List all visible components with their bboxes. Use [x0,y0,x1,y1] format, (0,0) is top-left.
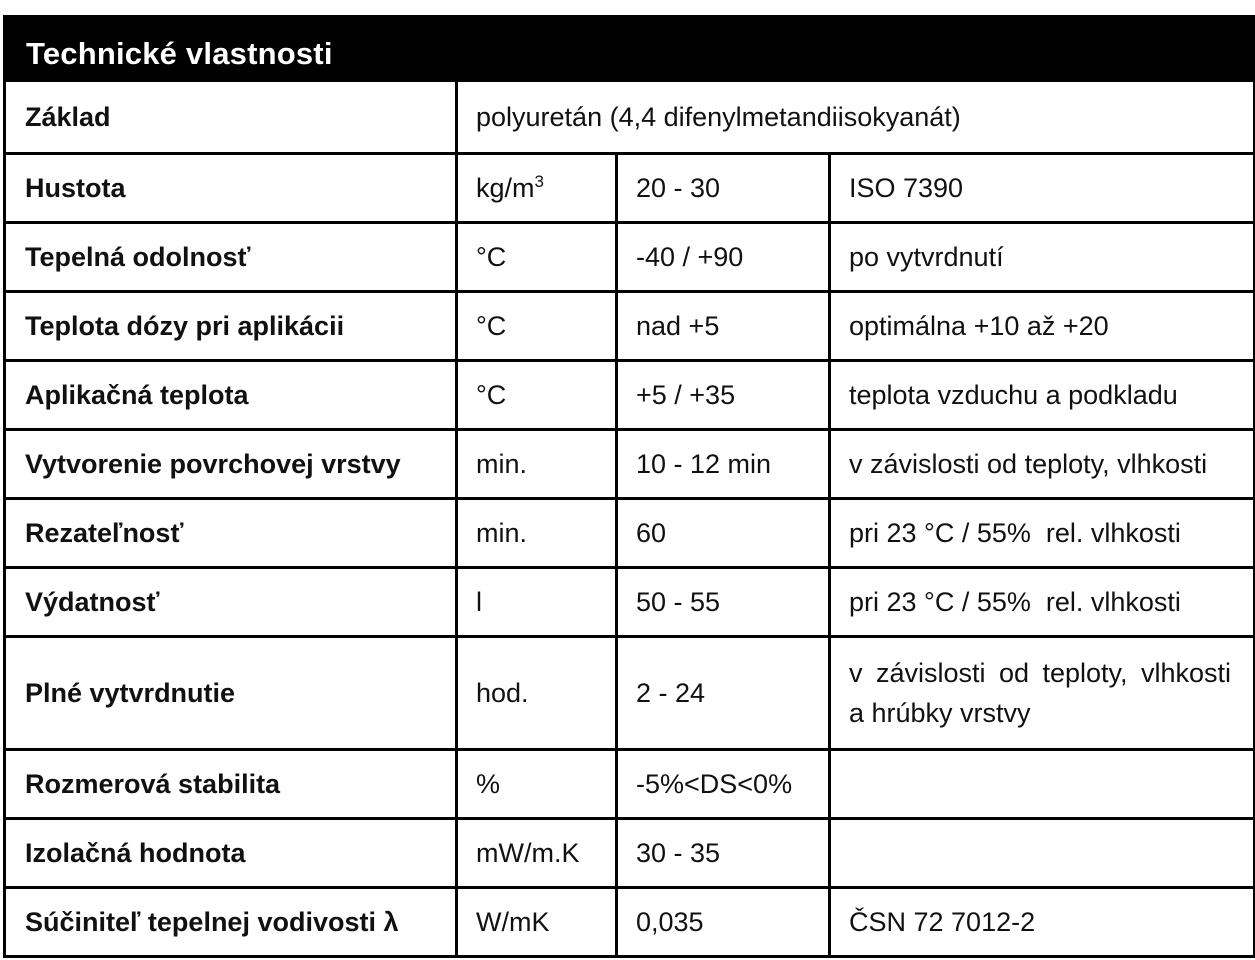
note-line: a hrúbky vrstvy [849,698,1031,728]
note-cell: ISO 7390 [830,154,1255,223]
property-label: Výdatnosť [5,568,457,637]
unit-cell: °C [457,292,617,361]
note-cell: pri 23 °C / 55% rel. vlhkosti [830,568,1255,637]
table-row [5,750,1255,819]
table-title: Technické vlastnosti [5,17,1255,81]
value-cell: 30 - 35 [617,819,830,888]
table-title-row [5,17,1255,81]
value-cell: 20 - 30 [617,154,830,223]
note-cell [830,750,1255,819]
unit-cell: mW/m.K [457,819,617,888]
property-label: Aplikačná teplota [5,361,457,430]
note-cell: po vytvrdnutí [830,223,1255,292]
property-label: Rezateľnosť [5,499,457,568]
technical-properties-table [3,15,1255,958]
table-row [5,568,1255,637]
unit-cell: min. [457,430,617,499]
unit-cell: % [457,750,617,819]
unit-cell [457,154,617,223]
note-cell: v závislosti od teploty, vlhkosti [830,430,1255,499]
value-cell: 60 [617,499,830,568]
property-label: Izolačná hodnota [5,819,457,888]
note-cell: ČSN 72 7012-2 [830,888,1255,957]
property-label: Plné vytvrdnutie [5,637,457,750]
property-label: Vytvorenie povrchovej vrstvy [5,430,457,499]
value-cell: 50 - 55 [617,568,830,637]
table-row [5,819,1255,888]
unit-text: kg/m [476,172,535,203]
property-label: Hustota [5,154,457,223]
unit-superscript: 3 [534,171,544,191]
unit-cell: min. [457,499,617,568]
value-cell: 0,035 [617,888,830,957]
value-cell: -5%<DS<0% [617,750,830,819]
table-row [5,637,1255,750]
unit-cell: °C [457,361,617,430]
table-row [5,223,1255,292]
unit-cell: hod. [457,637,617,750]
unit-cell: °C [457,223,617,292]
table-row [5,154,1255,223]
value-cell: +5 / +35 [617,361,830,430]
value-cell: -40 / +90 [617,223,830,292]
unit-cell: l [457,568,617,637]
property-label: Základ [5,81,457,154]
table-row [5,361,1255,430]
note-cell: pri 23 °C / 55% rel. vlhkosti [830,499,1255,568]
value-cell: nad +5 [617,292,830,361]
property-label: Súčiniteľ tepelnej vodivosti λ [5,888,457,957]
property-label: Tepelná odolnosť [5,223,457,292]
note-cell [830,819,1255,888]
table-row [5,430,1255,499]
value-cell: 10 - 12 min [617,430,830,499]
note-cell: optimálna +10 až +20 [830,292,1255,361]
property-value-merged: polyuretán (4,4 difenylmetandiisokyanát) [457,81,1255,154]
property-label: Teplota dózy pri aplikácii [5,292,457,361]
table-row [5,292,1255,361]
table-row [5,888,1255,957]
note-cell [830,637,1255,750]
property-label: Rozmerová stabilita [5,750,457,819]
unit-cell: W/mK [457,888,617,957]
note-line: v závislosti od teploty, vlhkosti [849,657,1232,688]
table-row [5,499,1255,568]
note-cell: teplota vzduchu a podkladu [830,361,1255,430]
table-row [5,81,1255,154]
value-cell: 2 - 24 [617,637,830,750]
